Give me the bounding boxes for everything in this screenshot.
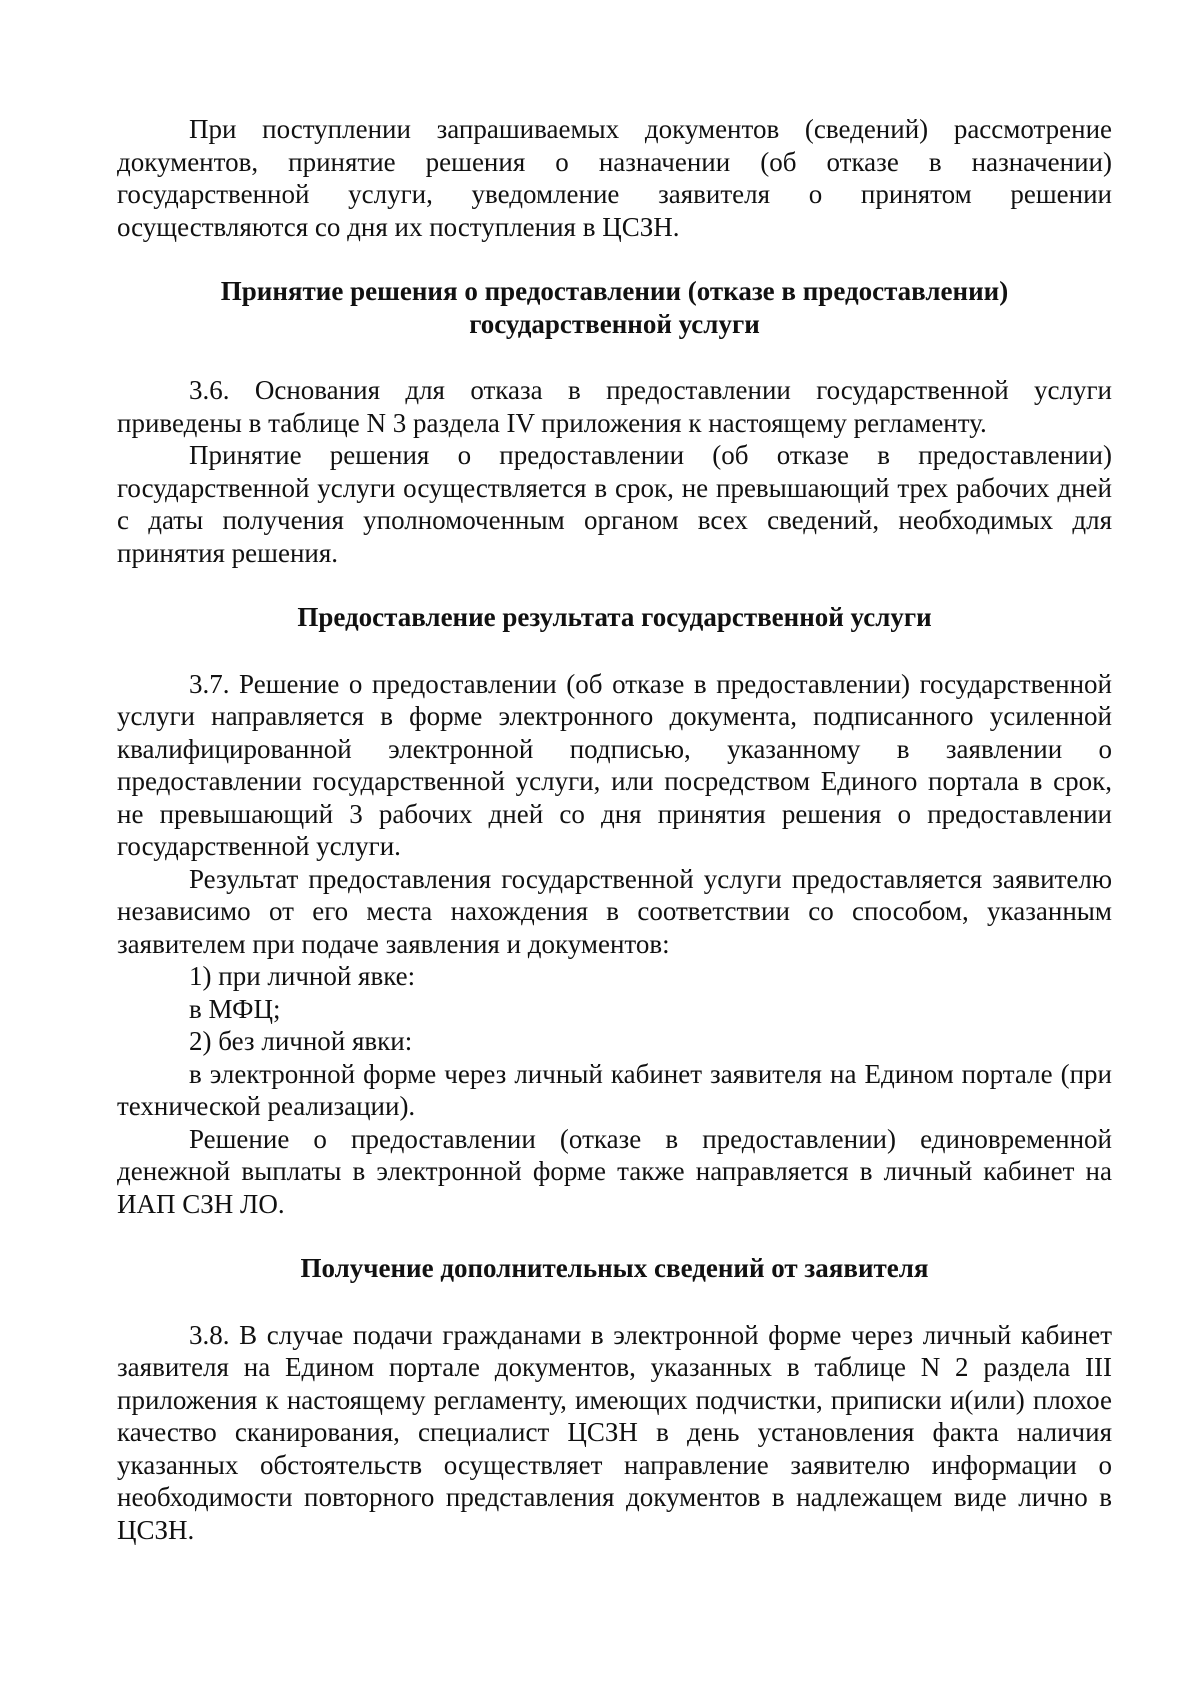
heading-block-result	[117, 601, 1112, 634]
heading-block-decision	[117, 275, 1112, 340]
list-item-2: 2) без личной явки:	[189, 1026, 413, 1056]
list-item-2-electronic: в электронной форме через личный кабинет заявителя на Едином портале (при технической реализации).	[117, 1058, 1112, 1121]
paragraph-3-7-payment: Решение о предоставлении (отказе в предоставлении) единовременной денежной выплаты в электронной форме также направляется в личный кабинет на ИАП СЗН ЛО.	[117, 1123, 1112, 1219]
section-3-7	[117, 668, 1112, 1221]
paragraph-3-6-term: Принятие решения о предоставлении (об отказе в предоставлении) государственной услуги осуществляется в срок, не превышающий трех рабочих дней с даты получения уполномоченным органом всех сведений, необходимых для принятия решения.	[117, 440, 1112, 568]
section-3-8	[117, 1319, 1112, 1547]
list-item-1: 1) при личной явке:	[189, 961, 416, 991]
section-heading-result: Предоставление результата государственной услуги	[297, 602, 932, 632]
section-heading-decision-line2: государственной услуги	[469, 308, 760, 339]
heading-block-additional	[117, 1252, 1112, 1285]
list-item-1-mfc: в МФЦ;	[189, 993, 281, 1024]
paragraph-3-7: 3.7. Решение о предоставлении (об отказе в предоставлении) государственной услуги направляется в форме электронного документа, подписанного усиленной квалифицированной электронной подписью, указанному в заявлении о предоставлении государственной услуги, или посредством Единого портала в срок, не превышающий 3 рабочих дней со дня принятия решения о предоставлении государственной услуги.	[117, 668, 1112, 861]
section-heading-additional: Получение дополнительных сведений от заявителя	[300, 1253, 929, 1283]
paragraph-3-7-result: Результат предоставления государственной услуги предоставляется заявителю независимо от его места нахождения в соответствии со способом, указанным заявителем при подаче заявления и документов:	[117, 863, 1112, 959]
document-body	[117, 113, 1112, 1546]
paragraph-3-8: 3.8. В случае подачи гражданами в электронной форме через личный кабинет заявителя на Едином портале документов, указанных в таблице N 2 раздела III приложения к настоящему регламенту, имеющих подчистки, приписки и(или) плохое качество сканирования, специалист ЦСЗН в день установления факта наличия указанных обстоятельств осуществляет направление заявителю информации о необходимости повторного представления документов в надлежащем виде лично в ЦСЗН.	[117, 1319, 1112, 1545]
paragraph-intro: При поступлении запрашиваемых документов (сведений) рассмотрение документов, принятие решения о назначении (об отказе в назначении) государственной услуги, уведомление заявителя о принятом решении осуществляются со дня их поступления в ЦСЗН.	[117, 114, 1112, 242]
paragraph-3-6: 3.6. Основания для отказа в предоставлении государственной услуги приведены в таблице N 3 раздела IV приложения к настоящему регламенту.	[117, 375, 1112, 438]
section-heading-decision-line1: Принятие решения о предоставлении (отказе в предоставлении)	[220, 276, 1009, 306]
section-3-6	[117, 374, 1112, 569]
